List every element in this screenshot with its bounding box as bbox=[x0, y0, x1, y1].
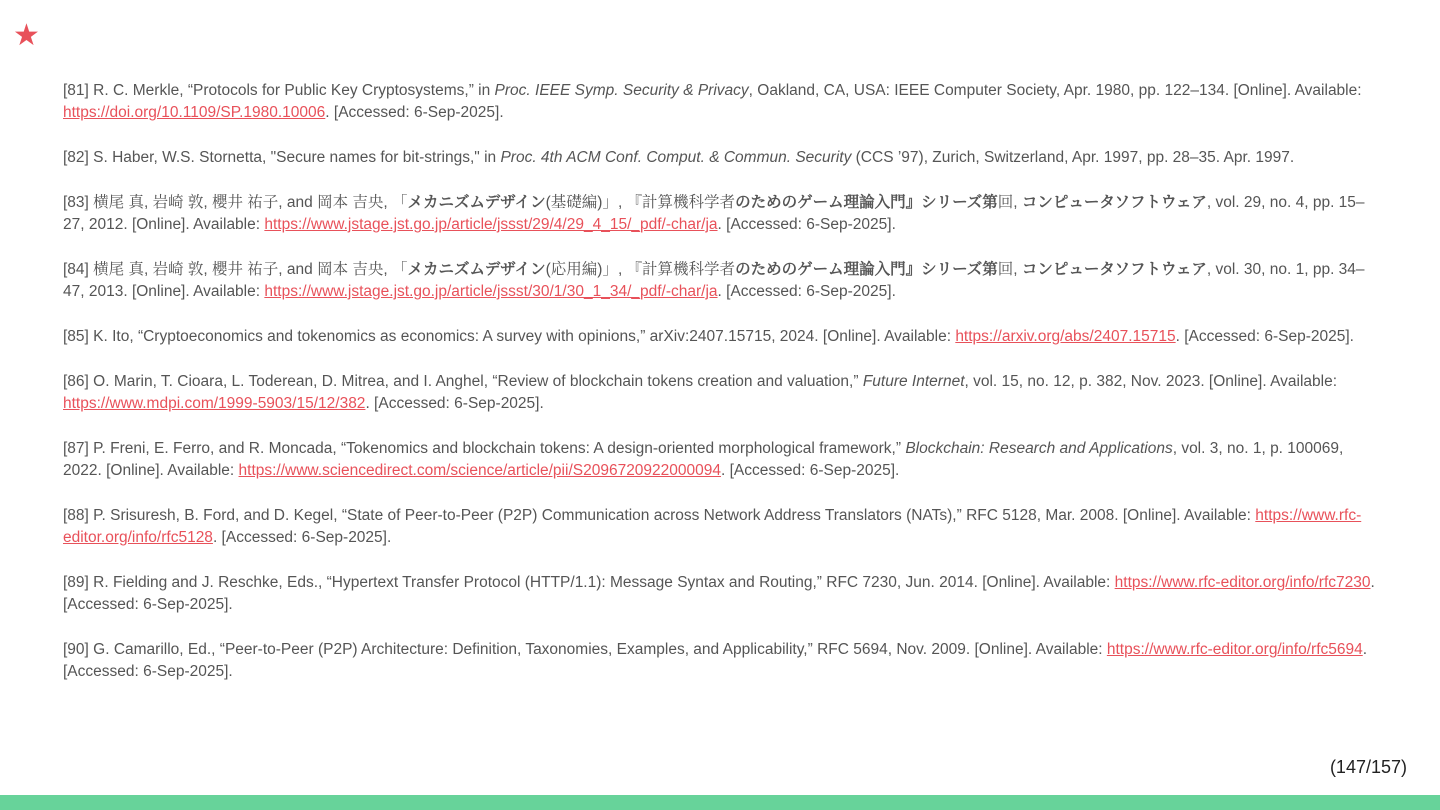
footer-bar bbox=[0, 795, 1440, 810]
reference-text: , vol. 30, no. 1, pp. 34–47, 2013. [Online]. Available: bbox=[63, 261, 1365, 300]
reference-link[interactable]: https://www.rfc-editor.org/info/rfc7230 bbox=[1114, 574, 1371, 591]
reference-text: . [Accessed: 6-Sep-2025]. bbox=[721, 462, 900, 479]
reference-text: . [Accessed: 6-Sep-2025]. bbox=[365, 395, 544, 412]
reference-item-81 bbox=[63, 80, 1381, 124]
reference-item-84 bbox=[63, 259, 1381, 303]
reference-text: , vol. 15, no. 12, p. 382, Nov. 2023. [Online]. Available: bbox=[964, 373, 1338, 390]
reference-title: メカニズムデザイン bbox=[407, 194, 546, 211]
reference-journal: コンピュータソフトウェア bbox=[1021, 194, 1207, 211]
reference-text: (応用編)」, 『計算機科学者 bbox=[545, 261, 736, 278]
reference-link[interactable]: https://www.rfc-editor.org/info/rfc5694 bbox=[1106, 641, 1363, 658]
reference-text: . [Accessed: 6-Sep-2025]. bbox=[1175, 328, 1354, 345]
reference-item-89 bbox=[63, 572, 1381, 616]
reference-link[interactable]: https://arxiv.org/abs/2407.15715 bbox=[955, 328, 1176, 345]
reference-venue: Future Internet bbox=[862, 373, 965, 390]
reference-text: 回, bbox=[997, 194, 1022, 211]
reference-text: . [Accessed: 6-Sep-2025]. bbox=[717, 283, 896, 300]
reference-text: [81] R. C. Merkle, “Protocols for Public Key Cryptosystems,” in bbox=[63, 82, 495, 99]
reference-text: , Oakland, CA, USA: IEEE Computer Society, Apr. 1980, pp. 122–134. [Online]. Available: bbox=[748, 82, 1362, 99]
reference-text: [88] P. Srisuresh, B. Ford, and D. Kegel, “State of Peer-to-Peer (P2P) Communication across Network Address Translators (NATs),” RFC 5128, Mar. 2008. [Online]. Available: bbox=[63, 507, 1256, 524]
reference-text: (CCS ’97), Zurich, Switzerland, Apr. 1997, pp. 28–35. Apr. 1997. bbox=[851, 149, 1295, 166]
reference-text: [83] 横尾 真, 岩崎 敦, 櫻井 祐子, and 岡本 吉央, 「 bbox=[63, 194, 408, 211]
reference-venue: Blockchain: Research and Applications bbox=[905, 440, 1173, 457]
reference-text: [87] P. Freni, E. Ferro, and R. Moncada, “Tokenomics and blockchain tokens: A design-oriented morphological framework,” bbox=[63, 440, 906, 457]
reference-item-85 bbox=[63, 326, 1381, 348]
reference-text: [89] R. Fielding and J. Reschke, Eds., “Hypertext Transfer Protocol (HTTP/1.1): Message Syntax and Routing,” RFC 7230, Jun. 2014. [Online]. Available: bbox=[63, 574, 1115, 591]
reference-text: [85] K. Ito, “Cryptoeconomics and tokenomics as economics: A survey with opinions,” arXiv:2407.15715, 2024. [Online]. Available: bbox=[63, 328, 956, 345]
reference-text: . [Accessed: 6-Sep-2025]. bbox=[63, 641, 1368, 680]
reference-text: , vol. 29, no. 4, pp. 15–27, 2012. [Online]. Available: bbox=[63, 194, 1365, 233]
reference-text: . [Accessed: 6-Sep-2025]. bbox=[325, 104, 504, 121]
reference-series: のためのゲーム理論入門』シリーズ第 bbox=[735, 261, 998, 278]
reference-text: [82] S. Haber, W.S. Stornetta, "Secure names for bit-strings," in bbox=[63, 149, 501, 166]
reference-link[interactable]: https://www.mdpi.com/1999-5903/15/12/382 bbox=[63, 395, 366, 412]
reference-text: (基礎編)」, 『計算機科学者 bbox=[545, 194, 736, 211]
reference-venue: Proc. IEEE Symp. Security & Privacy bbox=[494, 82, 749, 99]
reference-text: 回, bbox=[997, 261, 1022, 278]
reference-link[interactable]: https://www.rfc-editor.org/info/rfc5128 bbox=[63, 507, 1362, 546]
reference-text: . [Accessed: 6-Sep-2025]. bbox=[717, 216, 896, 233]
reference-link[interactable]: https://www.jstage.jst.go.jp/article/jssst/29/4/29_4_15/_pdf/-char/ja bbox=[264, 216, 718, 233]
reference-list bbox=[63, 80, 1381, 706]
reference-link[interactable]: https://www.sciencedirect.com/science/article/pii/S2096720922000094 bbox=[238, 462, 722, 479]
reference-text: [90] G. Camarillo, Ed., “Peer-to-Peer (P2P) Architecture: Definition, Taxonomies, Examples, and Applicability,” RFC 5694, Nov. 2009. [Online]. Available: bbox=[63, 641, 1107, 658]
reference-text: , vol. 3, no. 1, p. 100069, 2022. [Online]. Available: bbox=[63, 440, 1344, 479]
reference-link[interactable]: https://www.jstage.jst.go.jp/article/jssst/30/1/30_1_34/_pdf/-char/ja bbox=[264, 283, 718, 300]
reference-text: . [Accessed: 6-Sep-2025]. bbox=[63, 574, 1375, 613]
star-icon: ★ bbox=[13, 18, 40, 53]
reference-link[interactable]: https://doi.org/10.1109/SP.1980.10006 bbox=[63, 104, 326, 121]
reference-item-82 bbox=[63, 147, 1381, 169]
reference-series: のためのゲーム理論入門』シリーズ第 bbox=[735, 194, 998, 211]
reference-title: メカニズムデザイン bbox=[407, 261, 546, 278]
reference-item-90 bbox=[63, 639, 1381, 683]
reference-text: [84] 横尾 真, 岩崎 敦, 櫻井 祐子, and 岡本 吉央, 「 bbox=[63, 261, 408, 278]
reference-journal: コンピュータソフトウェア bbox=[1021, 261, 1207, 278]
reference-text: . [Accessed: 6-Sep-2025]. bbox=[212, 529, 392, 546]
reference-venue: Proc. 4th ACM Conf. Comput. & Commun. Security bbox=[500, 149, 852, 166]
reference-item-86 bbox=[63, 371, 1381, 415]
reference-text: [86] O. Marin, T. Cioara, L. Toderean, D. Mitrea, and I. Anghel, “Review of blockchain tokens creation and valuation,” bbox=[63, 373, 863, 390]
page-number: (147/157) bbox=[1329, 757, 1407, 777]
reference-item-83 bbox=[63, 192, 1381, 236]
reference-item-87 bbox=[63, 438, 1381, 482]
reference-item-88 bbox=[63, 505, 1381, 549]
